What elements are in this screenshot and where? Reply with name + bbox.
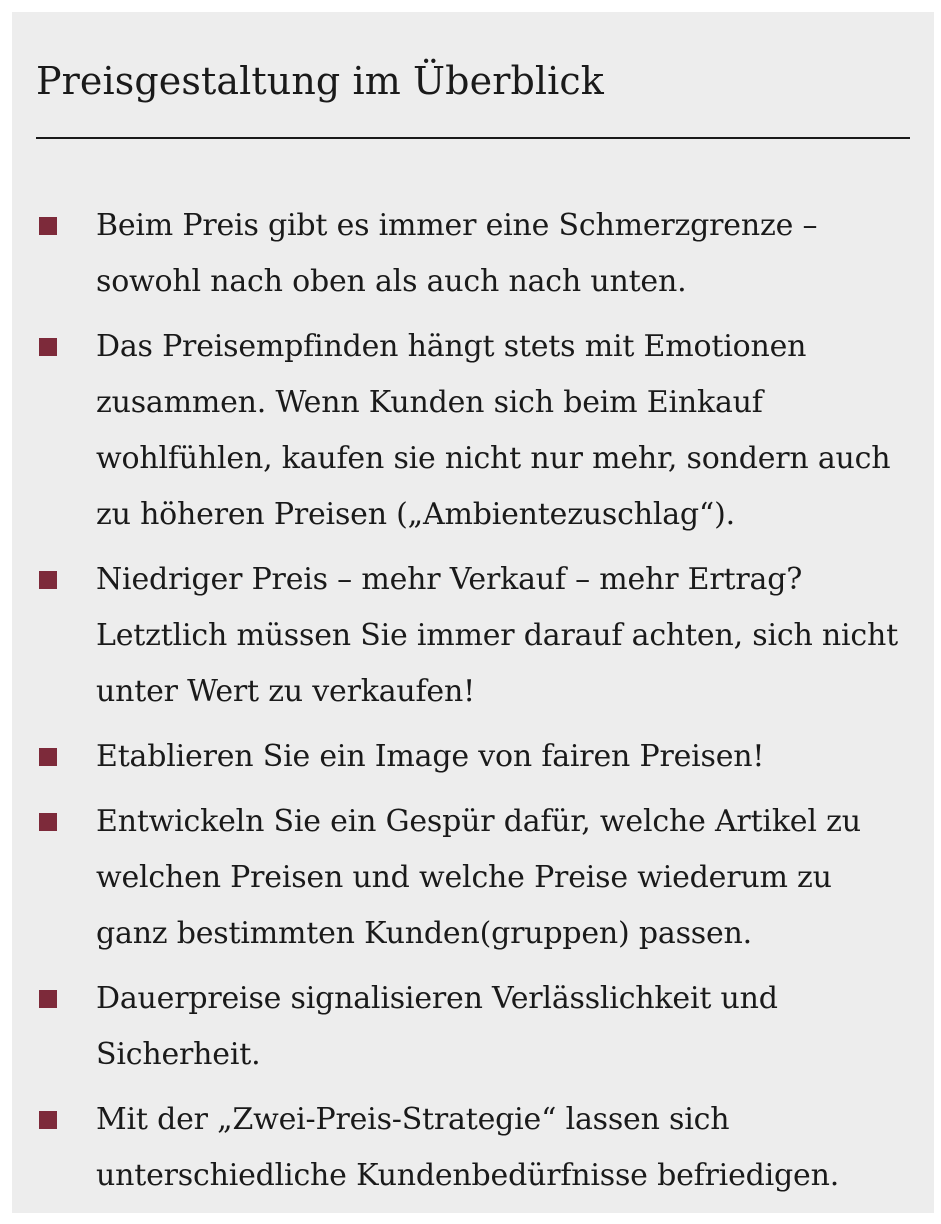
list-item xyxy=(36,794,906,962)
box-title: Preisgestaltung im Überblick xyxy=(36,59,604,103)
list-item-text: Niedriger Preis – mehr Verkauf – mehr Ertrag? Letztlich müssen Sie immer darauf achten, sich nicht unter Wert zu verkaufen! xyxy=(96,562,899,709)
info-box xyxy=(12,12,934,1213)
list-item-text: Das Preisempfinden hängt stets mit Emotionen zusammen. Wenn Kunden sich beim Einkauf wohlfühlen, kaufen sie nicht nur mehr, sondern auch zu höheren Preisen („Ambientezuschlag“). xyxy=(96,329,891,532)
list-item-text: Entwickeln Sie ein Gespür dafür, welche Artikel zu welchen Preisen und welche Preise wiederum zu ganz bestimmten Kunden(gruppen) passen. xyxy=(96,804,861,951)
square-bullet-icon xyxy=(39,748,57,766)
square-bullet-icon xyxy=(39,217,57,235)
list-item xyxy=(36,552,906,720)
list-item xyxy=(36,1092,906,1204)
list-item xyxy=(36,971,906,1083)
list-item-text: Dauerpreise signalisieren Verlässlichkeit und Sicherheit. xyxy=(96,981,778,1072)
square-bullet-icon xyxy=(39,990,57,1008)
bullet-list xyxy=(36,198,906,1213)
list-item-text: Mit der „Zwei-Preis-Strategie“ lassen sich unterschiedliche Kundenbedürfnisse befriedigen. xyxy=(96,1102,840,1193)
list-item xyxy=(36,729,906,785)
square-bullet-icon xyxy=(39,338,57,356)
list-item-text: Etablieren Sie ein Image von fairen Preisen! xyxy=(96,739,765,774)
square-bullet-icon xyxy=(39,1111,57,1129)
list-item xyxy=(36,198,906,310)
square-bullet-icon xyxy=(39,813,57,831)
title-divider xyxy=(36,137,910,139)
square-bullet-icon xyxy=(39,571,57,589)
list-item-text: Beim Preis gibt es immer eine Schmerzgrenze – sowohl nach oben als auch nach unten. xyxy=(96,208,818,299)
list-item xyxy=(36,319,906,543)
